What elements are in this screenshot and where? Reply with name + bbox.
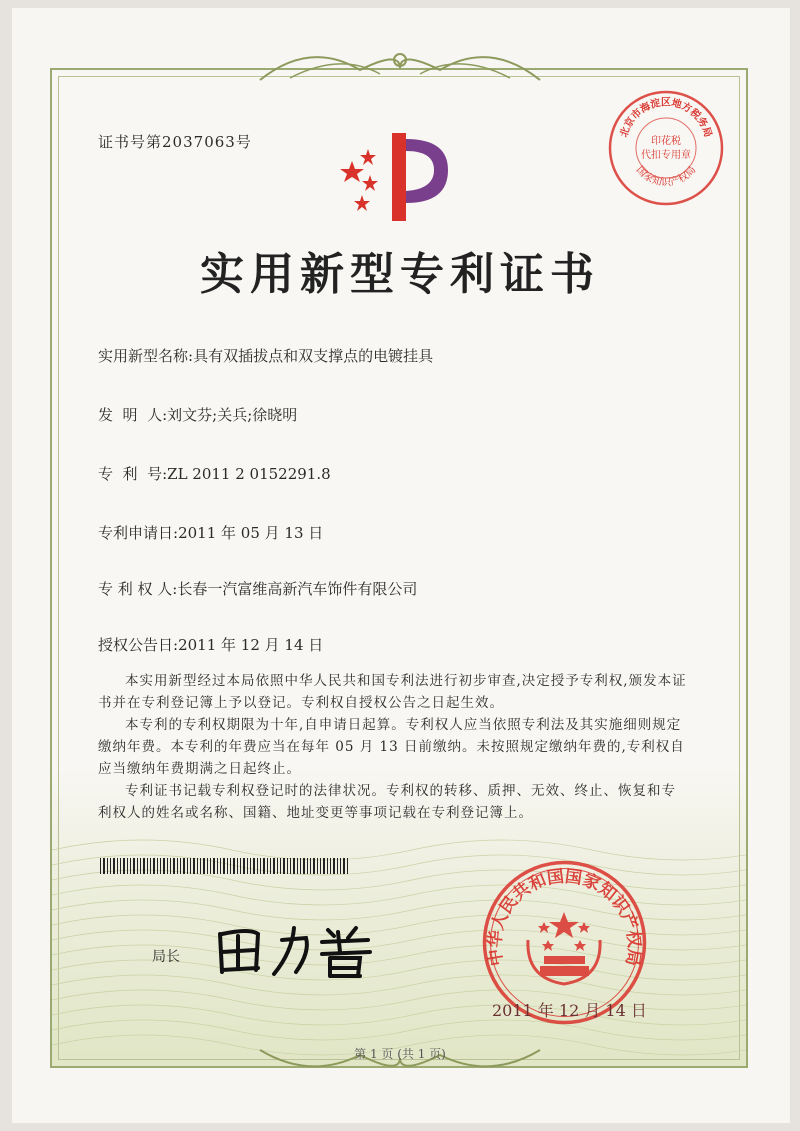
certificate-title: 实用新型专利证书: [200, 249, 600, 300]
page-number: 第 1 页 (共 1 页): [354, 1047, 446, 1061]
field-label: 授权公告日:: [98, 636, 179, 654]
field-label: 专 利 权 人:: [98, 580, 178, 598]
seal-date: 2011 年 12 月 14 日: [492, 1001, 647, 1020]
field-utility-model-name: [98, 345, 433, 366]
body-paragraph-1: 本实用新型经过本局依照中华人民共和国专利法进行初步审查,决定授予专利权,颁发本证书并在专利登记簿上予以登记。专利权自授权公告之日起生效。: [98, 673, 687, 711]
director-signature: [210, 922, 380, 980]
body-paragraph-3: 专利证书记载专利权登记时的法律状况。专利权的转移、质押、无效、终止、恢复和专利权人的姓名或名称、国籍、地址变更等事项记载在专利登记簿上。: [98, 783, 676, 821]
tax-stamp: [606, 88, 726, 208]
field-label: 专 利 号:: [98, 465, 168, 483]
patent-office-logo-icon: [330, 125, 460, 225]
field-patentee: [98, 578, 417, 599]
tax-stamp-inner-1: 印花税: [651, 136, 681, 147]
field-value: 2011 年 12 月 14 日: [178, 636, 324, 654]
field-label: 专利申请日:: [98, 524, 179, 542]
field-label: 发 明 人:: [98, 406, 168, 424]
field-label: 实用新型名称:: [98, 347, 194, 365]
body-paragraph-2: 本专利的专利权期限为十年,自申请日起算。专利权人应当依照专利法及其实施细则规定缴纳年费。本专利的年费应当在每年 05 月 13 日前缴纳。未按照规定缴纳年费的,专利权自应当缴纳年费期满之日起终止。: [98, 717, 685, 777]
field-value: ZL 2011 2 0152291.8: [167, 465, 331, 483]
field-value: 长春一汽富维高新汽车饰件有限公司: [177, 580, 418, 598]
tax-stamp-bottom-text: 国家知识产权局: [633, 164, 699, 189]
certificate-number-value: 2037063: [162, 133, 236, 151]
seal-text: 中华人民共和国国家知识产权局: [485, 866, 644, 968]
certificate-number-suffix: 号: [235, 133, 252, 151]
top-ornament: [250, 40, 550, 90]
field-patent-number: [98, 463, 331, 484]
certificate-body: [98, 670, 688, 824]
field-filing-date: [98, 522, 323, 543]
field-inventor: [98, 404, 297, 425]
field-value: 具有双插拔点和双支撑点的电镀挂具: [193, 347, 434, 365]
tax-stamp-outer-text: 北京市海淀区地方税务局: [618, 97, 714, 139]
field-value: 刘文芬;关兵;徐晓明: [167, 406, 298, 424]
director-label: 局长: [152, 949, 180, 965]
barcode: [100, 858, 350, 874]
certificate-number: [98, 131, 252, 152]
certificate-number-label: 证书号第: [98, 133, 163, 151]
svg-text:国家知识产权局: [634, 164, 699, 189]
field-value: 2011 年 05 月 13 日: [178, 524, 324, 542]
field-grant-date: [98, 634, 323, 655]
tax-stamp-inner-2: 代扣专用章: [641, 150, 691, 161]
